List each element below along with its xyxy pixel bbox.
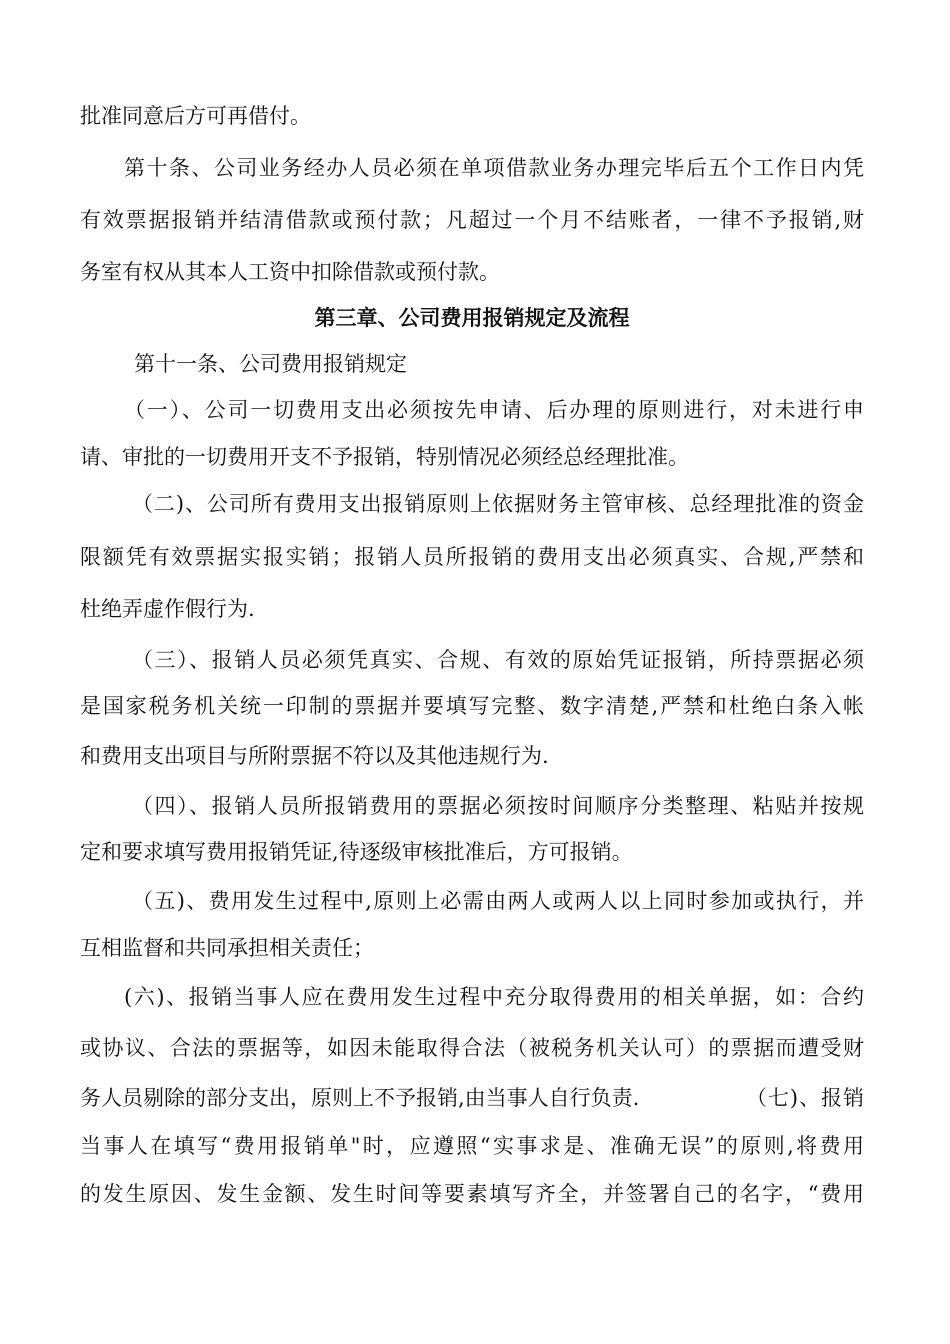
clause-7-line-2: 当事人在填写“费用报销单"时，应遵照“实事求是、准确无误”的原则,将费用: [80, 1134, 864, 1158]
clause-7-start: （七)、报销: [746, 1086, 864, 1110]
clause-1-line-2: 请、审批的一切费用开支不予报销，特别情况必须经总经理批准。: [80, 445, 689, 469]
clause-6-line-1: (六)、报销当事人应在费用发生过程中充分取得费用的相关单据，如：合约: [124, 985, 864, 1009]
article-11-title: 第十一条、公司费用报销规定: [134, 352, 407, 376]
clause-5-line-2: 互相监督和共同承担相关责任；: [80, 936, 374, 960]
clause-6-line-3: 务人员剔除的部分支出，原则上不予报销,由当事人自行负责.: [80, 1086, 640, 1110]
clause-1-line-1: （一）、公司一切费用支出必须按先申请、后办理的原则进行，对未进行申: [124, 398, 864, 422]
article-10-line-3: 务室有权从其本人工资中扣除借款或预付款。: [80, 260, 500, 284]
clause-4-line-1: （四）、报销人员所报销费用的票据必须按时间顺序分类整理、粘贴并按规: [132, 794, 864, 818]
clause-2-line-2: 限额凭有效票据实报实销；报销人员所报销的费用支出必须真实、合规,严禁和: [80, 545, 864, 569]
clause-2-line-1: （二)、公司所有费用支出报销原则上依据财务主管审核、总经理批准的资金: [132, 492, 864, 516]
clause-3-line-3: 和费用支出项目与所附票据不符以及其他违规行为.: [80, 744, 549, 768]
chapter-heading: 第三章、公司费用报销规定及流程: [314, 305, 630, 330]
article-10-line-2: 有效票据报销并结清借款或预付款；凡超过一个月不结账者，一律不予报销,财: [80, 208, 864, 232]
clause-7-line-3: 的发生原因、发生金额、发生时间等要素填写齐全，并签署自己的名字，“费用: [80, 1182, 864, 1206]
clause-2-line-3: 杜绝弄虚作假行为.: [80, 597, 255, 621]
paragraph-line: 批准同意后方可再借付。: [80, 104, 311, 128]
clause-3-line-2: 是国家税务机关统一印制的票据并要填写完整、数字清楚,严禁和杜绝白条入帐: [80, 694, 864, 718]
clause-4-line-2: 定和要求填写费用报销凭证,待逐级审核批准后，方可报销。: [80, 840, 633, 864]
clause-3-line-1: （三）、报销人员必须凭真实、合规、有效的原始凭证报销，所持票据必须: [132, 648, 864, 672]
article-10-line-1: 第十条、公司业务经办人员必须在单项借款业务办理完毕后五个工作日内凭: [124, 156, 864, 180]
clause-6-line-2: 或协议、合法的票据等，如因未能取得合法（被税务机关认可）的票据而遭受财: [80, 1036, 864, 1060]
clause-5-line-1: （五)、费用发生过程中,原则上必需由两人或两人以上同时参加或执行，并: [132, 889, 864, 913]
